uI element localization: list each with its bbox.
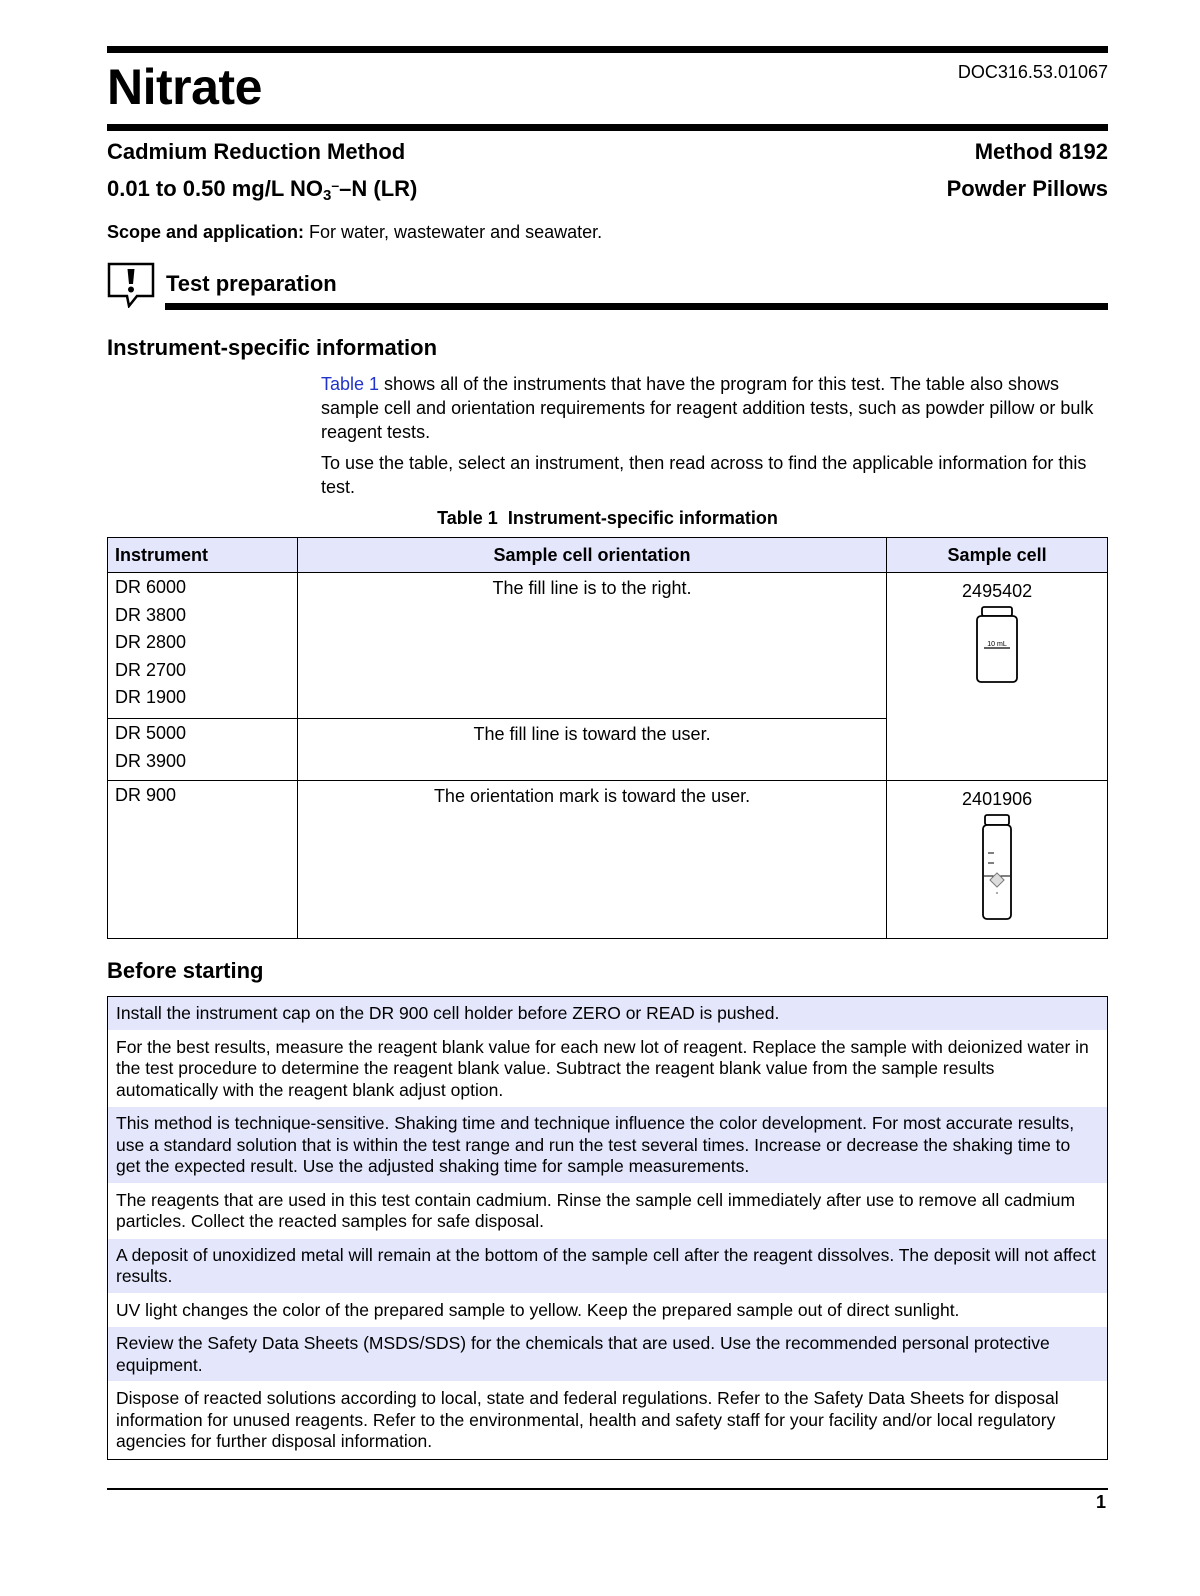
sample-cell-number: 2401906: [962, 789, 1033, 809]
title-rule: [107, 124, 1108, 131]
orientation-cell: The fill line is toward the user.: [297, 719, 886, 781]
method-name: Cadmium Reduction Method: [107, 139, 406, 164]
footer-rule: [107, 1488, 1108, 1490]
instrument-cell: [108, 781, 298, 939]
instrument-item: DR 1900: [115, 687, 187, 708]
table-caption-number: Table 1: [437, 508, 498, 528]
list-item: Review the Safety Data Sheets (MSDS/SDS) for the chemicals that are used. Use the recommended personal protective equipment.: [108, 1327, 1107, 1382]
instrument-item: DR 900: [115, 785, 177, 805]
square-sample-cell-icon: [973, 605, 1021, 685]
table-1-link[interactable]: Table 1: [321, 374, 380, 394]
document-number: DOC316.53.01067: [957, 62, 1108, 82]
page-number: 1: [1095, 1492, 1106, 1512]
range-suffix: –N (LR): [339, 176, 418, 201]
scope-statement: [107, 222, 602, 243]
instrument-item: DR 5000: [115, 723, 187, 743]
list-item: The reagents that are used in this test contain cadmium. Rinse the sample cell immediately after use to remove all cadmium particles. Collect the reacted samples for safe disposal.: [108, 1184, 1107, 1239]
sample-cell-cell: [887, 573, 1108, 781]
instrument-item: DR 3800: [115, 604, 187, 625]
sample-cell-cell: [887, 781, 1108, 939]
before-starting-heading: Before starting: [107, 958, 264, 983]
header-sample-cell: Sample cell: [887, 538, 1108, 573]
table-caption-title: Instrument-specific information: [507, 508, 778, 528]
list-item: For the best results, measure the reagent blank value for each new lot of reagent. Replace the sample with deionized water in the test procedure to determine the reagent blank value. Subtract the reagent blank value from the sample results automatically with the reagent blank adjust option.: [108, 1031, 1107, 1108]
table-caption: [107, 508, 1108, 529]
measurement-range: [107, 176, 417, 204]
instrument-item: DR 6000: [115, 577, 187, 597]
round-sample-cell-icon: [977, 813, 1017, 923]
orientation-cell: The fill line is to the right.: [297, 573, 886, 719]
instrument-cell: [108, 719, 298, 781]
instrument-table: [107, 537, 1108, 939]
table-row: [108, 781, 1108, 939]
instrument-cell: [108, 573, 298, 719]
list-item: A deposit of unoxidized metal will remain at the bottom of the sample cell after the reagent dissolves. The deposit will not affect results.: [108, 1239, 1107, 1294]
instrument-info-heading: Instrument-specific information: [107, 335, 438, 360]
page-title: Nitrate: [107, 59, 262, 115]
range-prefix: 0.01 to 0.50 mg/L NO: [107, 176, 324, 201]
header-instrument: Instrument: [108, 538, 298, 573]
instrument-list: [115, 719, 290, 774]
alert-speech-icon: [107, 262, 155, 308]
method-number: Method 8192: [974, 139, 1108, 164]
table-header-row: [108, 538, 1108, 573]
top-rule: [107, 46, 1108, 53]
scope-label: Scope and application:: [107, 222, 305, 242]
instrument-info-paragraph-2: To use the table, select an instrument, then read across to find the applicable information for this test.: [321, 453, 1087, 497]
para1-text: shows all of the instruments that have the program for this test. The table also shows sample cell and orientation requirements for reagent addition tests, such as powder pillow or bulk reagent tests.: [321, 374, 1094, 442]
sample-cell-number: 2495402: [962, 581, 1033, 601]
instrument-item: DR 2800: [115, 632, 187, 653]
header-orientation: Sample cell orientation: [297, 538, 886, 573]
test-preparation-title: Test preparation: [166, 271, 337, 296]
range-superscript: –: [331, 177, 340, 193]
reagent-format: Powder Pillows: [946, 176, 1108, 201]
document-page: [107, 0, 1108, 1596]
instrument-item: DR 2700: [115, 659, 187, 680]
cell-volume-label: 10 mL: [987, 641, 1007, 648]
list-item: Dispose of reacted solutions according to local, state and federal regulations. Refer to the Safety Data Sheets for disposal information for unused reagents. Refer to the environmental, health and safety staff for your facility and/or local regulatory agencies for further disposal information.: [108, 1382, 1107, 1459]
list-item: Install the instrument cap on the DR 900 cell holder before ZERO or READ is pushed.: [108, 997, 1107, 1031]
list-item: This method is technique-sensitive. Shaking time and technique influence the color development. For most accurate results, use a standard solution that is within the test range and run the test several times. Increase or decrease the shaking time to get the expected result. Use the adjusted shaking time for sample measurements.: [108, 1107, 1107, 1184]
before-starting-notes: [107, 996, 1108, 1460]
scope-text: For water, wastewater and seawater.: [304, 222, 603, 242]
list-item: UV light changes the color of the prepared sample to yellow. Keep the prepared sample out of direct sunlight.: [108, 1294, 1107, 1328]
instrument-list: [115, 781, 290, 809]
table-row: [108, 573, 1108, 719]
instrument-info-paragraph-1: [321, 372, 1111, 444]
range-subscript: 3: [323, 187, 332, 204]
instrument-item: DR 3900: [115, 750, 187, 771]
section-rule: [165, 303, 1108, 310]
orientation-cell: The orientation mark is toward the user.: [297, 781, 886, 939]
instrument-list: [115, 573, 290, 711]
